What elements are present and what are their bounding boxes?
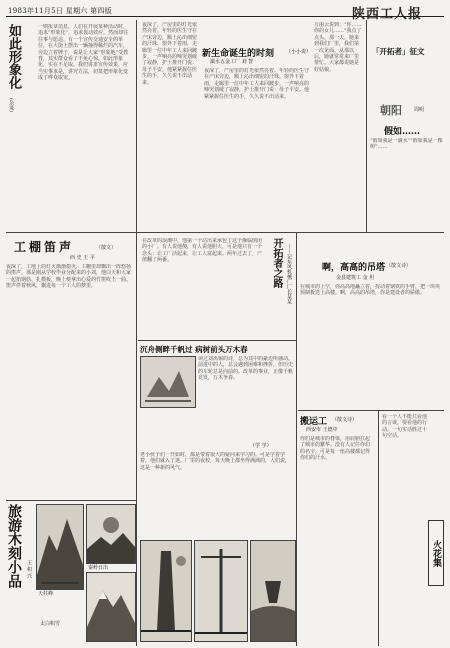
woodcut-author: 王 积 兴: [26, 560, 32, 579]
essay-heading: 沉舟侧畔千帆过 病树前头万木春: [140, 345, 248, 354]
poem2-title: 搬运工: [300, 417, 328, 427]
story-subtitle: （小小说）: [286, 49, 312, 55]
prose-subtitle: （散文）: [96, 245, 117, 251]
poem-author: 金县建筑工 金 坦: [336, 275, 375, 281]
woodcut-series-title: 旅游木刻小品: [6, 504, 22, 588]
column-divider-3: [296, 232, 297, 646]
essay-title: 朝阳: [380, 104, 402, 117]
woodcut-sunrise: [86, 504, 136, 564]
prose-author: 西 史 王 平: [70, 255, 95, 261]
issue-date: 1983年11月5日 星期六 第四版: [8, 7, 113, 15]
column-divider-4: [378, 410, 379, 646]
feature-byline: ——记东风机械厂厂长某某: [286, 244, 292, 304]
column-title: 如此形象化: [6, 24, 21, 89]
poem2-subtitle: （散文诗）: [332, 417, 358, 423]
essay-quote: “假如我是一滴水”“假如我是一棵树”……: [370, 138, 443, 151]
feature-story-body: 老小伙子们一开始时，都是带着很大的疑问来学习的。可是学着学着，他们就入了迷。厂里的夜校，每天晚上都坐得满满的，人们说，这是一种新的风气。: [140, 452, 291, 471]
feature-title: 开拓者之路: [271, 238, 282, 288]
section-divider-4: [6, 500, 136, 501]
story-body: 夜深了，产房里的灯光依然亮着。年轻的医生守在产床旁边，额上沁出细密的汗珠。窗外下着雨，走廊里一位中年工人来回踱步。一声响亮的啼哭划破了寂静，护士推开门说：母子平安。他紧紧握住医生的手，久久说不出话来。: [204, 68, 310, 100]
woodcut-caption-1: 天柱峰: [38, 591, 54, 597]
column-divider-2: [136, 232, 137, 646]
essay-author: 周明: [414, 107, 425, 113]
column-divider: [136, 20, 137, 232]
essay-subtitle: 假如……: [384, 127, 421, 137]
poem-title: 啊，高高的吊塔: [322, 263, 386, 273]
woodcut-harbor: [250, 540, 296, 642]
column-author: (杂谈): [8, 98, 14, 112]
essay-contest-label: 「开拓者」征文: [372, 47, 425, 56]
prose-body: 夜深了，工地上的灯火渐渐熄灭，工棚里却飘出一阵悠扬的笛声。那是刚从学校毕业分配来的小刘，他白天和大家一起抬钢筋、扎模板，晚上便拿出心爱的竹笛吹上一曲。笛声伴着秋风，飘进每一个工人的梦里。: [6, 264, 132, 290]
poem2-body: 你们是城市的脊梁，用肩膀扛起了城市的繁华。没有人记住你们的名字，可是每一座高楼都记得你们的汗水。: [300, 436, 371, 462]
woodcut-crane: [194, 540, 248, 642]
newspaper-name: 陕西工人报: [352, 7, 423, 22]
poem-subtitle: （散文诗）: [386, 263, 412, 269]
sparks-title: 火花集: [428, 520, 444, 586]
story-body-continued: 万丽云说到：“你……你的女儿……”我点了点头。那一天，她来到我们厂里，我们第一次见面。从那以后，她就常常来厂里帮忙。大家都说她是好姑娘。: [314, 22, 362, 73]
feature-body: 在改革的浪潮中，他第一个站出来承包了这个濒临倒闭的小厂。有人说他傻，有人说他胆大，可是他只有一个念头：让工厂活起来，让工人富起来。两年过去了，产值翻了两番。: [142, 238, 263, 264]
section-divider: [6, 232, 444, 233]
header-rule: [6, 16, 444, 17]
essay-signature: （学 学）: [250, 443, 272, 449]
poem2-author: 西安市 王德中: [306, 427, 338, 433]
poem-body: 在城市的上空，你高高地矗立着，挥动着钢铁的手臂，把一块块预制板送上高楼。啊，高高的吊塔，你是建设者的骄傲。: [300, 284, 441, 297]
story-title: 新生命诞生的时刻: [202, 49, 275, 59]
section-divider-2: [138, 340, 296, 341]
story-body-intro: 夜深了，产房里的灯光依然亮着。年轻的医生守在产床旁边，额上沁出细密的汗珠。窗外下着雨，走廊里一位中年工人来回踱步。一声响亮的啼哭划破了寂静，护士推开门说：母子平安。他紧紧握住医生的手，久久说不出话来。: [142, 22, 198, 86]
story-byline: 灞水五金工厂 刘 智: [210, 59, 254, 65]
column-body: 一则报章消息，人们在开展某种活动时，追求“形象化”，追求轰动效应，然而却往往事与愿违。有一个宣传交通安全的单位，在大街上摆出一辆撞得稀烂的汽车，旁边立着牌子，说是让大家“形象地”受教育，其实群众看了不免心惊。如此形象化，实在不足取。我们讲求宣传效果，应当实事求是，讲究方法，切莫把形象化变成了哗众取宠。: [38, 24, 129, 82]
right-column-divider: [366, 20, 367, 232]
sparks-body: 看一个人不能只看他的言谈，要看他的行动。一句实话胜过十句空话。: [382, 414, 428, 440]
woodcut-mountain: [36, 504, 84, 590]
essay-body: 读过刘禹锡的诗，总为其中的豪迈所感动。前进中的人，总会遇到困难和挫折，但历史的车轮总是向前的。改革的事业，正像千帆竞发，万木争春。: [198, 356, 294, 382]
prose-title: 工棚笛声: [14, 240, 75, 254]
woodcut-caption-3: 太白积雪: [40, 621, 61, 627]
woodcut-snow: [86, 572, 136, 642]
section-divider-3: [298, 410, 444, 411]
woodcut-caption-2: 秦岭日出: [88, 565, 109, 571]
woodcut-tower: [140, 540, 192, 642]
editorial-illustration: [140, 356, 196, 408]
